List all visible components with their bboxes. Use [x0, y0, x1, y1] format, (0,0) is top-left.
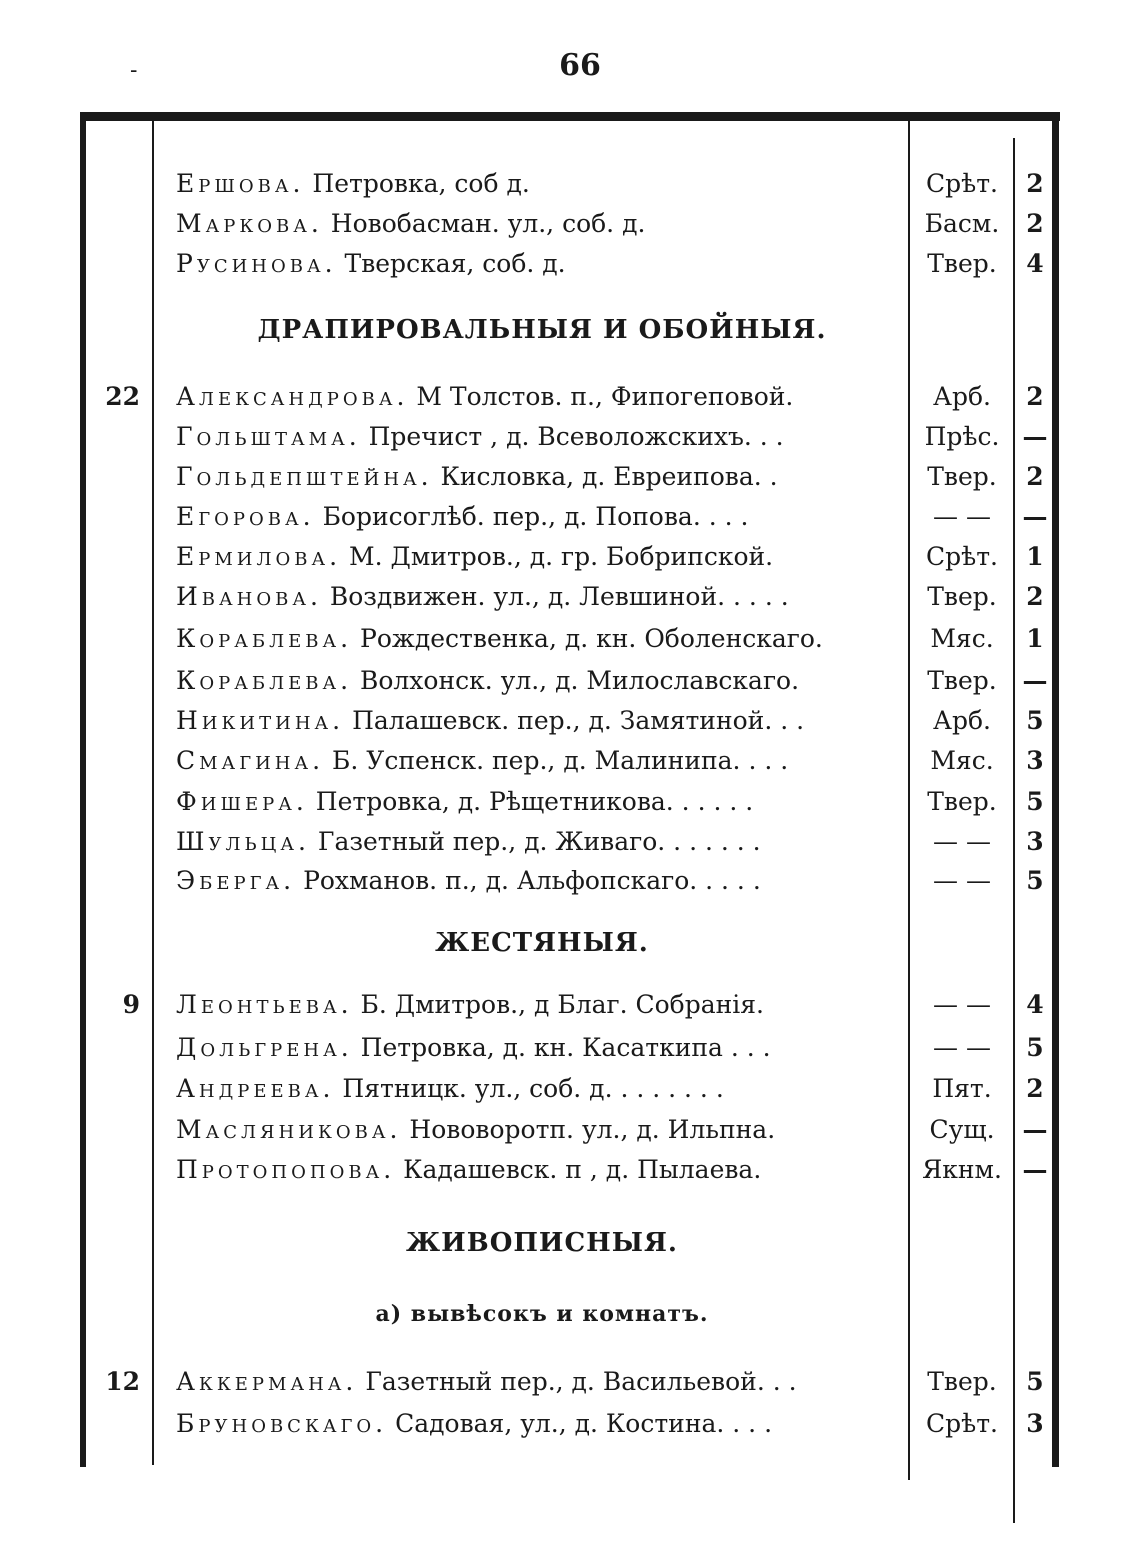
address: Петровка, соб д.	[312, 169, 530, 198]
district: Срѣт.	[926, 542, 998, 571]
district: Пят.	[932, 1074, 992, 1103]
surname: Кораблева.	[176, 624, 353, 653]
address: Б. Успенск. пер., д. Малинипа. . . .	[332, 746, 789, 775]
address: Нововоротп. ул., д. Ильпна.	[409, 1115, 776, 1144]
column-divider-district	[908, 120, 910, 1480]
district: Твер.	[927, 787, 997, 816]
surname: Русинова.	[176, 249, 337, 278]
count: 2	[1026, 169, 1044, 198]
count: 5	[1026, 1367, 1044, 1396]
district: Якнм.	[922, 1155, 1002, 1184]
address: Пречист , д. Всеволожскихъ. . .	[368, 422, 784, 451]
surname: Андреева.	[176, 1074, 335, 1103]
surname: Бруновскаго.	[176, 1409, 388, 1438]
address: Тверская, соб. д.	[344, 249, 566, 278]
district: Арб.	[933, 706, 991, 735]
column-divider-count	[1013, 138, 1015, 1523]
address: Петровка, д. Рѣщетникова. . . . . .	[315, 787, 754, 816]
address: Борисоглѣб. пер., д. Попова. . . .	[322, 502, 749, 531]
address: Волхонск. ул., д. Милославскаго.	[360, 666, 800, 695]
address: М. Дмитров., д. гр. Бобрипской.	[349, 542, 774, 571]
surname: Ермилова.	[176, 542, 342, 571]
district: Твер.	[927, 666, 997, 695]
district: — —	[933, 502, 991, 531]
count: 2	[1026, 1074, 1044, 1103]
section-subheading: а) вывѣсокъ и комнатъ.	[375, 1301, 709, 1327]
surname: Иванова.	[176, 582, 322, 611]
district: Прѣс.	[924, 422, 1000, 451]
frame-top-rule	[80, 112, 1060, 121]
surname: Александрова.	[176, 382, 409, 411]
surname: Леонтьева.	[176, 990, 353, 1019]
count: 1	[1026, 624, 1044, 653]
surname: Шульца.	[176, 827, 310, 856]
address: Палашевск. пер., д. Замятиной. . .	[352, 706, 805, 735]
surname: Аккермана.	[176, 1367, 358, 1396]
section-total: 22	[105, 382, 140, 411]
address: Газетный пер., д. Живаго. . . . . . .	[317, 827, 761, 856]
address: Газетный пер., д. Васильевой. . .	[365, 1367, 797, 1396]
address: Кадашевск. п , д. Пылаева.	[403, 1155, 762, 1184]
address: М Толстов. п., Фипогеповой.	[416, 382, 794, 411]
count: 2	[1026, 582, 1044, 611]
count: 4	[1026, 990, 1044, 1019]
address: Б. Дмитров., д Благ. Собранія.	[360, 990, 765, 1019]
count: 5	[1026, 706, 1044, 735]
district: Твер.	[927, 462, 997, 491]
count: 1	[1026, 542, 1044, 571]
district: — —	[933, 827, 991, 856]
count: 2	[1026, 462, 1044, 491]
count: 5	[1026, 1033, 1044, 1062]
surname: Смагина.	[176, 746, 325, 775]
district: Твер.	[927, 249, 997, 278]
district: — —	[933, 866, 991, 895]
surname: Протопопова.	[176, 1155, 396, 1184]
section-total: 9	[122, 990, 140, 1019]
count: —	[1022, 666, 1048, 695]
surname: Фишера.	[176, 787, 308, 816]
surname: Маркова.	[176, 209, 323, 238]
surname: Эберга.	[176, 866, 296, 895]
surname: Гольдепштейна.	[176, 462, 433, 491]
surname: Масляникова.	[176, 1115, 402, 1144]
count: 3	[1026, 746, 1044, 775]
count: 2	[1026, 209, 1044, 238]
dash-mark: -	[130, 58, 138, 83]
address: Воздвижен. ул., д. Левшиной. . . . .	[329, 582, 789, 611]
count: 3	[1026, 827, 1044, 856]
count: 5	[1026, 787, 1044, 816]
surname: Дольгрена.	[176, 1033, 353, 1062]
count: —	[1022, 1115, 1048, 1144]
page-number: 66	[559, 48, 601, 83]
district: Срѣт.	[926, 169, 998, 198]
district: Сущ.	[929, 1115, 995, 1144]
surname: Егорова.	[176, 502, 315, 531]
address: Кисловка, д. Евреипова. .	[440, 462, 778, 491]
surname: Гольштама.	[176, 422, 361, 451]
district: Мяс.	[930, 624, 994, 653]
surname: Никитина.	[176, 706, 345, 735]
column-divider-left	[152, 120, 154, 1465]
section-heading: ЖИВОПИСНЫЯ.	[406, 1228, 678, 1258]
section-heading: ДРАПИРОВАЛЬНЫЯ И ОБОЙНЫЯ.	[257, 315, 827, 345]
count: 3	[1026, 1409, 1044, 1438]
frame-left-rule	[80, 112, 86, 1467]
address: Рохманов. п., д. Альфопскаго. . . . .	[303, 866, 761, 895]
section-heading: ЖЕСТЯНЫЯ.	[435, 928, 649, 958]
surname: Ершова.	[176, 169, 305, 198]
surname: Кораблева.	[176, 666, 353, 695]
count: 5	[1026, 866, 1044, 895]
district: — —	[933, 990, 991, 1019]
district: — —	[933, 1033, 991, 1062]
district: Твер.	[927, 1367, 997, 1396]
count: —	[1022, 502, 1048, 531]
address: Новобасман. ул., соб. д.	[330, 209, 646, 238]
address: Петровка, д. кн. Касаткипа . . .	[360, 1033, 771, 1062]
district: Срѣт.	[926, 1409, 998, 1438]
district: Арб.	[933, 382, 991, 411]
count: —	[1022, 422, 1048, 451]
district: Басм.	[924, 209, 1000, 238]
section-total: 12	[105, 1367, 140, 1396]
address: Садовая, ул., д. Костина. . . .	[395, 1409, 773, 1438]
district: Мяс.	[930, 746, 994, 775]
count: 2	[1026, 382, 1044, 411]
address: Пятницк. ул., соб. д. . . . . . . .	[342, 1074, 724, 1103]
address: Рождественка, д. кн. Оболенскаго.	[360, 624, 823, 653]
count: —	[1022, 1155, 1048, 1184]
count: 4	[1026, 249, 1044, 278]
district: Твер.	[927, 582, 997, 611]
